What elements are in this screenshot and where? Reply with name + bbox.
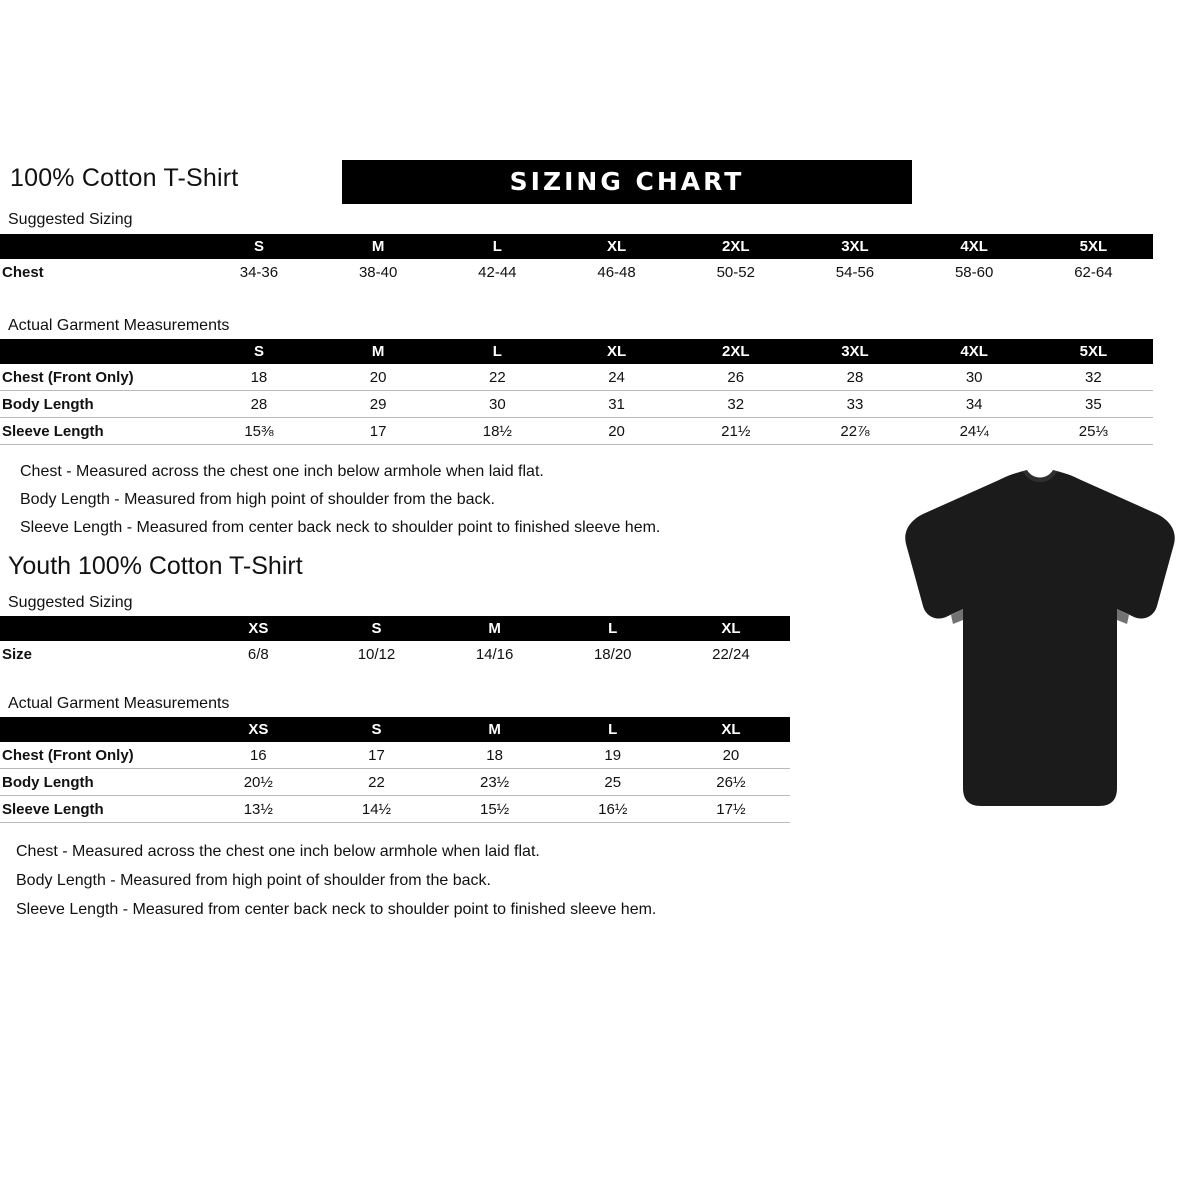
adult-actual-col-s: S — [253, 343, 264, 360]
adult-actual-header-label — [0, 339, 199, 364]
adult-actual-caption: Actual Garment Measurements — [8, 317, 230, 334]
adult-suggested-caption: Suggested Sizing — [8, 211, 133, 228]
adult-actual-col-2xl: 2XL — [722, 343, 750, 360]
youth-actual-row-label-sleeve-length: Sleeve Length — [0, 796, 199, 823]
t-shirt-icon — [895, 470, 1185, 810]
adult-actual-chest-l: 22 — [438, 364, 557, 391]
youth-suggested-col-xl: XL — [721, 620, 741, 637]
table-row — [0, 418, 1153, 445]
youth-note-chest: Chest - Measured across the chest one inch below armhole when laid flat. — [16, 843, 540, 860]
adult-actual-sleeve-m: 17 — [319, 418, 438, 445]
youth-section-title: Youth 100% Cotton T-Shirt — [8, 552, 303, 580]
adult-suggested-chest-m: 38-40 — [358, 263, 398, 281]
adult-actual-chest-5xl: 32 — [1034, 364, 1153, 391]
youth-suggested-size-l: 18/20 — [593, 645, 632, 663]
adult-actual-row-label-body-length: Body Length — [0, 391, 199, 418]
youth-suggested-header-row — [0, 616, 790, 641]
youth-actual-chest-s: 17 — [317, 742, 435, 769]
adult-suggested-chest-l: 42-44 — [478, 263, 517, 281]
youth-actual-sleeve-xl: 17½ — [672, 796, 790, 823]
youth-actual-row-label-body-length: Body Length — [0, 769, 199, 796]
adult-suggested-chest-2xl: 50-52 — [716, 263, 755, 281]
youth-actual-sleeve-xs: 13½ — [199, 796, 317, 823]
adult-actual-body-xl: 31 — [557, 391, 676, 418]
adult-actual-col-l: L — [492, 343, 502, 360]
adult-actual-body-2xl: 32 — [676, 391, 795, 418]
youth-actual-chest-xs: 16 — [199, 742, 317, 769]
adult-actual-body-l: 30 — [438, 391, 557, 418]
adult-actual-sleeve-5xl: 25⅓ — [1034, 418, 1153, 445]
adult-actual-sleeve-s: 15⅜ — [199, 418, 318, 445]
adult-actual-chest-xl: 24 — [557, 364, 676, 391]
adult-actual-col-m: M — [371, 343, 385, 360]
adult-suggested-chest-3xl: 54-56 — [835, 263, 875, 281]
adult-actual-chest-m: 20 — [319, 364, 438, 391]
adult-suggested-col-m: M — [371, 238, 385, 255]
youth-actual-body-s: 22 — [317, 769, 435, 796]
adult-actual-sleeve-2xl: 21½ — [676, 418, 795, 445]
youth-actual-col-xl: XL — [721, 721, 741, 738]
youth-actual-chest-m: 18 — [436, 742, 554, 769]
youth-actual-chest-l: 19 — [554, 742, 672, 769]
adult-actual-header-row — [0, 339, 1153, 364]
adult-actual-col-5xl: 5XL — [1079, 343, 1108, 360]
youth-actual-header-row — [0, 717, 790, 742]
adult-actual-sleeve-l: 18½ — [438, 418, 557, 445]
youth-note-body-length: Body Length - Measured from high point of shoulder from the back. — [16, 872, 491, 889]
adult-suggested-col-s: S — [253, 238, 264, 255]
youth-suggested-col-m: M — [488, 620, 501, 637]
adult-suggested-col-5xl: 5XL — [1079, 238, 1108, 255]
adult-actual-col-3xl: 3XL — [841, 343, 869, 360]
adult-actual-row-label-sleeve-length: Sleeve Length — [0, 418, 199, 445]
adult-suggested-col-xl: XL — [606, 238, 627, 255]
youth-suggested-size-s: 10/12 — [357, 645, 396, 663]
page-title: 100% Cotton T-Shirt — [10, 164, 239, 192]
adult-actual-chest-s: 18 — [199, 364, 318, 391]
adult-suggested-row-label-chest: Chest — [2, 263, 44, 281]
adult-suggested-header-label — [0, 234, 199, 259]
adult-actual-sleeve-4xl: 24¼ — [915, 418, 1034, 445]
youth-actual-col-m: M — [488, 721, 501, 738]
youth-actual-caption: Actual Garment Measurements — [8, 695, 230, 712]
adult-suggested-chest-s: 34-36 — [239, 263, 279, 281]
youth-actual-table — [0, 717, 790, 823]
youth-suggested-col-xs: XS — [248, 620, 269, 637]
adult-suggested-col-2xl: 2XL — [722, 238, 750, 255]
adult-suggested-col-l: L — [492, 238, 502, 255]
adult-actual-col-4xl: 4XL — [960, 343, 988, 360]
youth-actual-body-xl: 26½ — [672, 769, 790, 796]
youth-suggested-col-s: S — [371, 620, 382, 637]
youth-actual-header-label — [0, 717, 199, 742]
table-row — [0, 742, 790, 769]
table-row — [0, 391, 1153, 418]
adult-actual-col-xl: XL — [606, 343, 627, 360]
table-row — [0, 796, 790, 823]
youth-suggested-size-xs: 6/8 — [247, 645, 269, 663]
youth-suggested-caption: Suggested Sizing — [8, 594, 133, 611]
youth-actual-body-xs: 20½ — [199, 769, 317, 796]
adult-actual-table — [0, 339, 1153, 445]
table-row — [0, 259, 1153, 285]
youth-actual-col-l: L — [608, 721, 618, 738]
youth-suggested-col-l: L — [608, 620, 618, 637]
adult-actual-row-label-chest: Chest (Front Only) — [0, 364, 199, 391]
youth-suggested-size-m: 14/16 — [475, 645, 514, 663]
youth-actual-sleeve-s: 14½ — [317, 796, 435, 823]
table-row — [0, 769, 790, 796]
youth-suggested-header-label — [0, 616, 199, 641]
adult-suggested-col-3xl: 3XL — [841, 238, 869, 255]
youth-suggested-table — [0, 616, 790, 667]
adult-suggested-header-row — [0, 234, 1153, 259]
youth-actual-sleeve-m: 15½ — [436, 796, 554, 823]
table-row — [0, 364, 1153, 391]
adult-note-sleeve-length: Sleeve Length - Measured from center back neck to shoulder point to finished sleeve hem. — [20, 519, 661, 536]
sizing-chart-banner-text: SIZING CHART — [509, 167, 745, 196]
adult-actual-body-3xl: 33 — [795, 391, 914, 418]
adult-actual-body-5xl: 35 — [1034, 391, 1153, 418]
adult-actual-body-s: 28 — [199, 391, 318, 418]
youth-actual-col-s: S — [371, 721, 382, 738]
adult-actual-chest-2xl: 26 — [676, 364, 795, 391]
youth-suggested-size-xl: 22/24 — [712, 645, 750, 663]
header-row — [10, 160, 1190, 204]
adult-actual-chest-3xl: 28 — [795, 364, 914, 391]
youth-actual-row-label-chest: Chest (Front Only) — [0, 742, 199, 769]
adult-suggested-col-4xl: 4XL — [960, 238, 988, 255]
adult-suggested-chest-4xl: 58-60 — [954, 263, 994, 281]
youth-note-sleeve-length: Sleeve Length - Measured from center back neck to shoulder point to finished sleeve hem. — [16, 901, 657, 918]
sizing-chart-banner — [342, 160, 912, 204]
adult-actual-sleeve-xl: 20 — [557, 418, 676, 445]
youth-suggested-row-label-size: Size — [2, 645, 33, 663]
youth-actual-chest-xl: 20 — [672, 742, 790, 769]
adult-suggested-chest-xl: 46-48 — [597, 263, 636, 281]
adult-actual-body-m: 29 — [319, 391, 438, 418]
adult-actual-sleeve-3xl: 22⅞ — [795, 418, 914, 445]
youth-actual-sleeve-l: 16½ — [554, 796, 672, 823]
adult-note-chest: Chest - Measured across the chest one inch below armhole when laid flat. — [20, 463, 544, 480]
adult-actual-chest-4xl: 30 — [915, 364, 1034, 391]
t-shirt-illustration — [895, 470, 1185, 810]
adult-suggested-chest-5xl: 62-64 — [1074, 263, 1113, 281]
table-row — [0, 641, 790, 667]
adult-note-body-length: Body Length - Measured from high point of shoulder from the back. — [20, 491, 495, 508]
youth-actual-body-l: 25 — [554, 769, 672, 796]
adult-actual-body-4xl: 34 — [915, 391, 1034, 418]
youth-actual-col-xs: XS — [248, 721, 269, 738]
youth-actual-body-m: 23½ — [436, 769, 554, 796]
adult-suggested-table — [0, 234, 1153, 285]
